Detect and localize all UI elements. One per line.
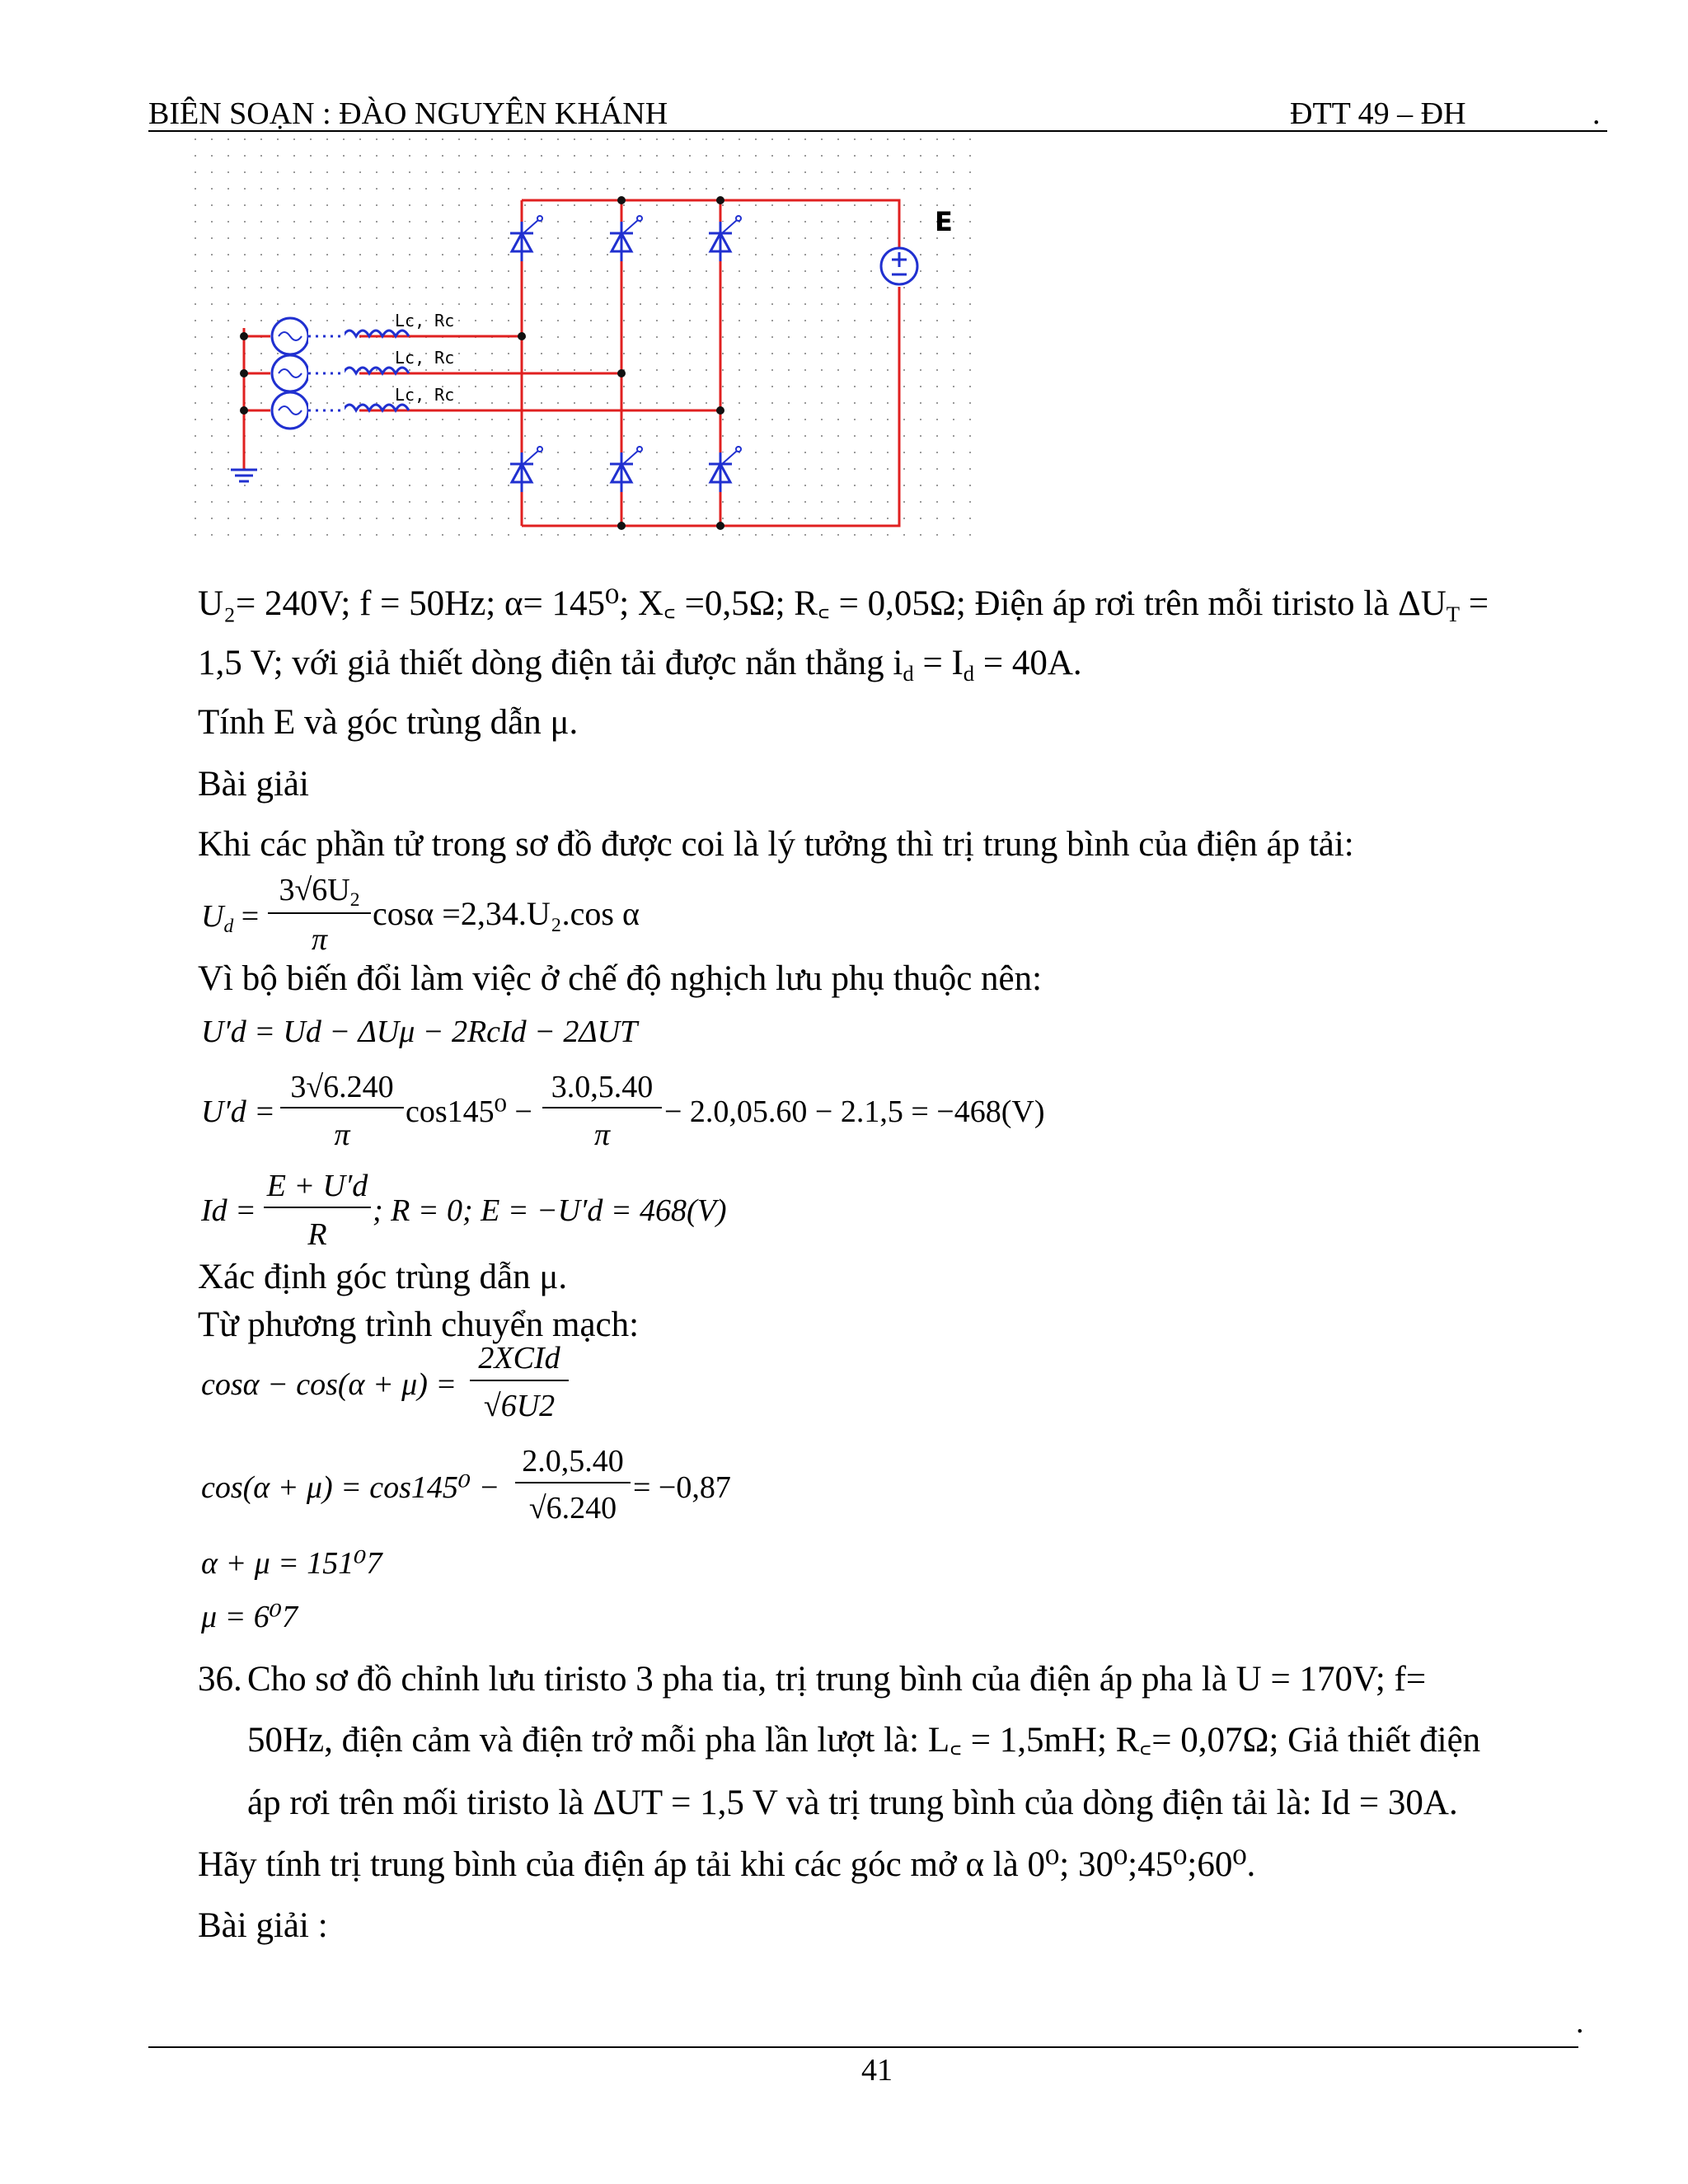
eq6-numerator: 2.0,5.40	[522, 1444, 624, 1479]
task-text-1: Tính E và góc trùng dẫn μ.	[198, 703, 579, 742]
problem-36-number: 36.	[198, 1660, 242, 1699]
eq3-denominator-1: π	[334, 1118, 350, 1152]
source-label: E	[935, 206, 953, 237]
eq7: α + μ = 151⁰7	[201, 1546, 382, 1581]
branch-label-3: Lc, Rc	[395, 385, 455, 405]
eq1-lhs: $U_d$ =	[201, 899, 260, 938]
solution-title-1: Bài giải	[198, 765, 309, 804]
eq1-numerator: $3√6U_2$	[279, 873, 360, 912]
header-dot: .	[1592, 96, 1601, 131]
circuit-diagram	[195, 138, 986, 551]
problem-36-line-2: 50Hz, điện cảm và điện trở mỗi pha lần lượt là: L꜀ = 1,5mH; R꜀= 0,07Ω; Giả thiết điện	[247, 1721, 1481, 1760]
branch-label-2: Lc, Rc	[395, 348, 455, 368]
eq1-fraction-bar	[268, 912, 371, 914]
eq2: U′d = Ud − ΔUμ − 2RcId − 2ΔUT	[201, 1015, 638, 1049]
header-rule	[148, 130, 1607, 132]
mu-text: Xác định góc trùng dẫn μ.	[198, 1258, 568, 1296]
footer-rule	[148, 2046, 1578, 2048]
header-class: ĐTT 49 – ĐH	[1290, 96, 1466, 131]
ideal-text: Khi các phần tử trong sơ đồ được coi là lý tưởng thì trị trung bình của điện áp tải:	[198, 825, 1354, 864]
eq4-denominator: R	[307, 1217, 327, 1252]
problem-36-line-1: Cho sơ đồ chỉnh lưu tiristo 3 pha tia, trị trung bình của điện áp pha là U = 170V; f=	[247, 1660, 1427, 1699]
eq5-numerator: 2XCId	[478, 1341, 560, 1376]
eq3-mid: cos145⁰ −	[406, 1094, 532, 1129]
eq4-fraction-bar	[264, 1207, 371, 1208]
eq6-lhs: cos(α + μ) = cos145⁰ −	[201, 1470, 500, 1505]
task-text-2: Hãy tính trị trung bình của điện áp tải khi các góc mở α là 0⁰; 30⁰;45⁰;60⁰.	[198, 1845, 1256, 1884]
commutation-text: Từ phương trình chuyển mạch:	[198, 1305, 640, 1344]
eq5-lhs: cosα − cos(α + μ) =	[201, 1367, 457, 1402]
eq3-fraction-bar-1	[280, 1107, 404, 1108]
eq6-denominator: √6.240	[528, 1491, 617, 1526]
footer-dot: .	[1576, 2005, 1584, 2040]
eq6-tail: = −0,87	[633, 1470, 731, 1505]
problem-data-line-2: 1,5 V; với giả thiết dòng điện tải được nắn thẳng $i_d = I_d = 40A$.	[198, 644, 1082, 686]
eq3-numerator-2: 3.0,5.40	[551, 1070, 654, 1104]
eq3-numerator-1: 3√6.240	[290, 1070, 394, 1104]
branch-label-1: Lc, Rc	[395, 311, 455, 330]
eq4-numerator: E + U′d	[266, 1169, 368, 1203]
header-author: BIÊN SOẠN : ĐÀO NGUYÊN KHÁNH	[148, 96, 668, 131]
eq4-lhs: Id =	[201, 1193, 256, 1228]
inverter-text: Vì bộ biến đổi làm việc ở chế độ nghịch lưu phụ thuộc nên:	[198, 959, 1043, 998]
eq1-tail: cosα =2,34.U₂.cos α	[373, 895, 640, 932]
eq6-fraction-bar	[515, 1482, 631, 1483]
solution-title-2: Bài giải :	[198, 1906, 328, 1945]
eq4-tail: ; R = 0; E = −U′d = 468(V)	[373, 1193, 727, 1228]
eq8: μ = 6⁰7	[201, 1600, 298, 1634]
page-number: 41	[861, 2053, 893, 2088]
eq1-denominator: π	[311, 922, 328, 957]
problem-data-line-1: U₂= 240V; f = 50Hz; α= 145⁰; X꜀ =0,5Ω; R꜀ = 0,05Ω; Điện áp rơi trên mỗi tiristo là $\Delta U_T$ =	[198, 584, 1489, 626]
eq3-fraction-bar-2	[542, 1107, 662, 1108]
eq3-denominator-2: π	[593, 1118, 611, 1152]
eq5-denominator: √6U2	[483, 1389, 556, 1423]
eq5-fraction-bar	[470, 1380, 569, 1381]
eq3-lhs: U′d =	[201, 1094, 275, 1129]
problem-36-line-3: áp rơi trên mối tiristo là ΔUT = 1,5 V và trị trung bình của dòng điện tải là: Id = 30A.	[247, 1783, 1458, 1822]
eq3-tail: − 2.0,05.60 − 2.1,5 = −468(V)	[664, 1094, 1045, 1129]
